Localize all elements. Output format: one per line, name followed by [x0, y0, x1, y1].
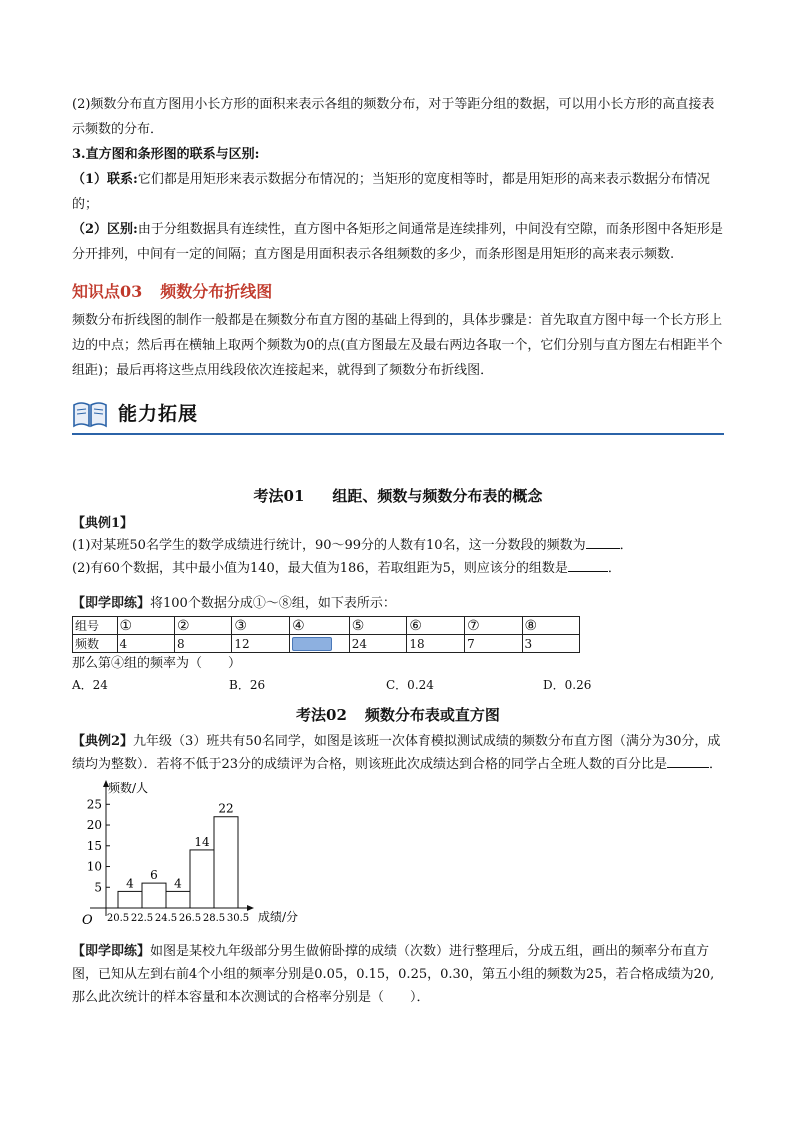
freq-8: 3 [522, 635, 580, 653]
method01-name: 组距、频数与频数分布表的概念 [332, 487, 543, 505]
x-tick-label: 24.5 [154, 913, 178, 924]
diff-text: 由于分组数据具有连续性，直方图中各矩形之间通常是连续排列，中间没有空隙，而条形图中各矩形是分开排列，中间有一定的间隔；直方图是用面积表示各组频数的多少，而条形图是用矩形的高来表示频数. [72, 222, 723, 262]
freq-5: 24 [349, 635, 407, 653]
choice-b[interactable]: B．26 [229, 678, 266, 692]
method01-label: 考法01 [253, 487, 305, 505]
hidden-value-box[interactable] [292, 637, 332, 651]
bar-value-label: 22 [218, 801, 234, 816]
x-axis-arrow [247, 905, 254, 911]
freq-6: 18 [407, 635, 465, 653]
y-tick-label: 10 [86, 859, 102, 874]
bar-value-label: 4 [174, 876, 182, 891]
bar [190, 850, 214, 908]
group-8: ⑧ [522, 617, 580, 635]
group-5: ⑤ [349, 617, 407, 635]
table-row [73, 635, 580, 653]
x-tick-label: 20.5 [106, 913, 130, 924]
group-4: ④ [290, 617, 350, 635]
link-label: （1）联系: [72, 172, 138, 187]
practice2 [72, 940, 724, 1009]
x-tick-label: 26.5 [178, 913, 202, 924]
example2-blank[interactable] [667, 753, 709, 768]
x-tick-label: 30.5 [226, 913, 250, 924]
y-tick-label: 20 [86, 818, 102, 833]
table-head-group: 组号 [73, 617, 118, 635]
practice1-tag: 【即学即练】 [72, 596, 151, 611]
kp03-name: 频数分布折线图 [160, 282, 273, 301]
bar-value-label: 14 [194, 834, 210, 849]
diff-label: （2）区别: [72, 222, 138, 237]
q2-blank[interactable] [568, 557, 608, 572]
para-histogram-area: (2)频数分布直方图用小长方形的面积来表示各组的频数分布，对于等距分组的数据，可以用小长方形的高直接表示频数的分布． [72, 97, 715, 137]
bar [214, 817, 238, 908]
choice-c[interactable]: C．0.24 [386, 678, 434, 692]
example2-text: 九年级（3）班共有50名同学，如图是该班一次体育模拟测试成绩的频数分布直方图（满分为30分，成绩均为整数）．若将不低于23分的成绩评为合格，则该班此次成绩达到合格的同学占全班人数的百分比是 [72, 734, 721, 772]
origin-label: O [82, 913, 93, 928]
y-tick-label: 15 [86, 838, 102, 853]
method02-title [72, 704, 724, 725]
group-7: ⑦ [465, 617, 522, 635]
method02-name: 频数分布表或直方图 [364, 706, 500, 724]
link-text: 它们都是用矩形来表示数据分布情况的；当矩形的宽度相等时，都是用矩形的高来表示数据分布情况的； [72, 172, 710, 212]
q1-end: ． [619, 538, 633, 553]
bar [166, 891, 190, 908]
bar [142, 883, 166, 908]
y-tick-label: 25 [86, 797, 102, 812]
group-6: ⑥ [407, 617, 465, 635]
example2-tag: 【典例2】 [72, 734, 134, 749]
q2-end: ． [607, 561, 621, 576]
example2 [72, 731, 724, 776]
practice1-question: 那么第④组的频率为（ ） [72, 656, 242, 671]
kp03-label: 知识点03 [72, 282, 143, 301]
practice1 [72, 594, 724, 614]
freq-3: 12 [232, 635, 290, 653]
method02-label: 考法02 [296, 706, 347, 724]
table-row [73, 617, 580, 635]
page [72, 92, 724, 1009]
table-head-freq: 频数 [73, 635, 118, 653]
banner-ability [72, 397, 724, 435]
practice1-text: 将100个数据分成①～⑧组，如下表所示： [150, 596, 396, 611]
example1-q2 [72, 557, 724, 580]
y-tick-label: 5 [94, 880, 102, 895]
choice-a[interactable]: A．24 [72, 678, 108, 692]
choice-d[interactable]: D．0.26 [543, 678, 592, 692]
group-2: ② [174, 617, 231, 635]
freq-7: 7 [465, 635, 522, 653]
q1-text: (1)对某班50名学生的数学成绩进行统计，90～99分的人数有10名，这一分数段的频数为 [72, 538, 586, 553]
x-tick-label: 28.5 [202, 913, 226, 924]
q2-text: (2)有60个数据，其中最小值为140，最大值为186，若取组距为5，则应该分的组数是 [72, 561, 568, 576]
group-1: ① [117, 617, 174, 635]
x-tick-label: 22.5 [130, 913, 154, 924]
banner-title: 能力拓展 [118, 403, 199, 425]
heading-histogram-vs-bar: 3.直方图和条形图的联系与区别: [72, 147, 260, 162]
frequency-histogram [72, 778, 332, 928]
freq-4 [290, 635, 350, 653]
kp03-text: 频数分布折线图的制作一般都是在频数分布直方图的基础上得到的，具体步骤是：首先取直方图中每一个长方形上边的中点；然后再在横轴上取两个频数为0的点(直方图最左及最右两边各取一个，它们分别与直方图左右相距半个组距)；最后再将这些点用线段依次连接起来，就得到了频数分布折线图． [72, 313, 723, 378]
q1-blank[interactable] [586, 534, 620, 549]
freq-1: 4 [117, 635, 174, 653]
method01-title [72, 485, 724, 506]
kp03-title [72, 279, 724, 302]
para-diff [72, 217, 724, 267]
example1-q1 [72, 534, 724, 557]
freq-2: 8 [174, 635, 231, 653]
open-book-icon [72, 399, 108, 429]
practice2-text: 如图是某校九年级部分男生做俯卧撑的成绩（次数）进行整理后，分成五组，画出的频率分布直方图，已知从左到右前4个小组的频率分别是0.05，0.15，0.25，0.30，第五小组的频数为25，若合格成绩为20,那么此次统计的样本容量和本次测试的合格率分别是（ ）． [72, 944, 715, 1005]
bar-value-label: 4 [126, 876, 134, 891]
para-link [72, 167, 724, 217]
group-table [72, 616, 580, 653]
x-axis-label: 成绩/分 [258, 910, 299, 924]
choices [72, 674, 724, 696]
practice2-tag: 【即学即练】 [72, 944, 151, 959]
bar [118, 891, 142, 908]
bar-value-label: 6 [150, 868, 158, 883]
y-axis-label: 频数/人 [108, 781, 149, 795]
group-3: ③ [232, 617, 290, 635]
example2-end: ． [709, 757, 723, 772]
example1-tag: 【典例1】 [72, 516, 134, 531]
